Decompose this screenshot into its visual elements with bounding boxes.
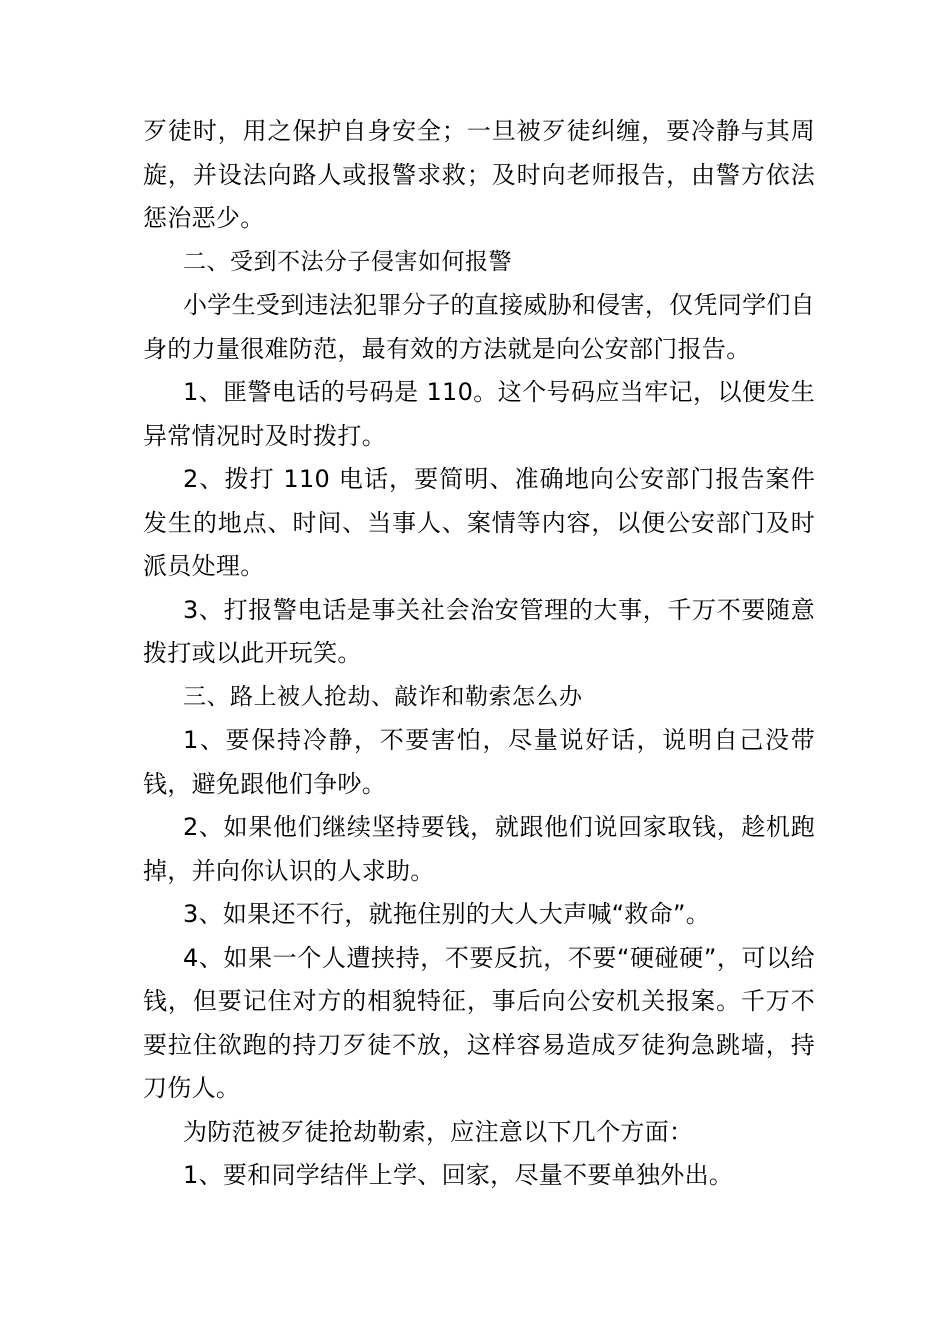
paragraph-prevention-intro: 为防范被歹徒抢劫勒索，应注意以下几个方面： xyxy=(183,1117,694,1146)
paragraph-report-item-1: 1、匪警电话的号码是 110。这个号码应当牢记，以便发生异常情况时及时拨打。 xyxy=(143,378,815,450)
document-body xyxy=(143,110,815,1198)
paragraph-robbery-item-3: 3、如果还不行，就拖住别的大人大声喊“救命”。 xyxy=(183,900,711,928)
section-heading-how-to-report: 二、受到不法分子侵害如何报警 xyxy=(183,248,512,275)
paragraph-robbery-item-4: 4、如果一个人遭挟持，不要反抗，不要“硬碰硬”，可以给钱，但要记住对方的相貌特征，事后向公安机关报案。千万不要拉住欲跑的持刀歹徒不放，这样容易造成歹徒狗急跳墙，持刀伤人。 xyxy=(143,943,815,1102)
section-heading-robbery: 三、路上被人抢劫、敲诈和勒索怎么办 xyxy=(183,683,583,710)
paragraph-safety-continued: 歹徒时，用之保护自身安全；一旦被歹徒纠缠，要冷静与其周旋，并设法向路人或报警求救；及时向老师报告，由警方依法惩治恶少。 xyxy=(143,117,815,232)
paragraph-robbery-item-1: 1、要保持冷静，不要害怕，尽量说好话，说明自己没带钱，避免跟他们争吵。 xyxy=(143,726,815,798)
paragraph-report-intro: 小学生受到违法犯罪分子的直接威胁和侵害，仅凭同学们自身的力量很难防范，最有效的方法就是向公安部门报告。 xyxy=(143,291,815,363)
paragraph-robbery-item-2: 2、如果他们继续坚持要钱，就跟他们说回家取钱，趁机跑掉，并向你认识的人求助。 xyxy=(143,813,815,885)
paragraph-report-item-3: 3、打报警电话是事关社会治安管理的大事，千万不要随意拨打或以此开玩笑。 xyxy=(143,595,815,667)
paragraph-report-item-2: 2、拨打 110 电话，要简明、准确地向公安部门报告案件发生的地点、时间、当事人、案情等内容，以便公安部门及时派员处理。 xyxy=(143,465,815,580)
paragraph-prevention-item-1: 1、要和同学结伴上学、回家，尽量不要单独外出。 xyxy=(183,1161,734,1189)
